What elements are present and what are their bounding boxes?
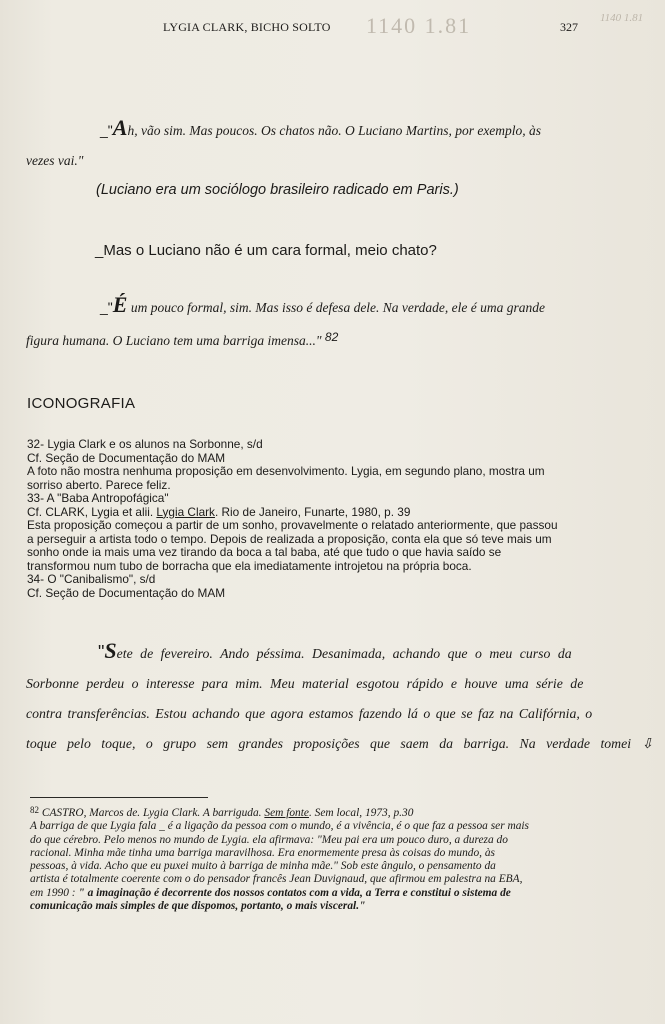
footnote-line: artista é totalmente coerente com o do pensador francês Jean Duvignaud, que afirmou em palestra na EBA,: [30, 873, 523, 886]
list-line: a perseguir a artista todo o tempo. Depois de realizada a proposição, conta ela que só teve mais um: [27, 531, 552, 546]
quote-paragraph-2-continuation: [26, 330, 338, 349]
footnote-number: 82: [30, 805, 39, 815]
quote-line: Sorbonne perdeu o interesse para mim. Meu material esgotou rápido e houve uma série de: [26, 676, 584, 691]
quote-line: [26, 637, 586, 669]
dropcap-letter: S: [104, 638, 117, 663]
footnote-line: comunicação mais simples de que dispomos, portanto, o mais visceral.": [30, 900, 366, 913]
running-title: LYGIA CLARK, BICHO SOLTO: [163, 20, 331, 34]
list-line: Esta proposição começou a partir de um sonho, provavelmente o relatado anteriormente, que passou: [27, 518, 558, 532]
quote-open-mark: _": [100, 299, 113, 315]
footnote-line: A barriga de que Lygia fala _ é a ligação da pessoa com o mundo, é a vivência, é o que faz a pessoa ser mais: [30, 820, 529, 833]
interview-question: _Mas o Luciano não é um cara formal, meio chato?: [95, 242, 437, 259]
footnote-reference: 82: [324, 330, 339, 344]
list-line: A foto não mostra nenhuma proposição em desenvolvimento. Lygia, em segundo plano, mostra um: [27, 464, 545, 478]
quote-open-mark: _": [100, 122, 113, 138]
footnote: [30, 804, 590, 913]
quote-line: figura humana. O Luciano tem uma barriga imensa...": [26, 333, 322, 348]
dropcap-letter: A: [112, 115, 128, 140]
list-line: sonho onde ia mais uma vez tirando da boca a tal baba, até que tudo o que havia saído se: [27, 545, 502, 559]
footnote-line: pessoas, à vida. Acho que eu puxei muito à barriga de minha mãe." Sob este ângulo, o pensamento da: [30, 860, 496, 873]
dropcap-letter: É: [112, 292, 128, 317]
footnote-quote: " a imaginação é decorrente dos nossos contatos com a vida, a Terra e constitui o sistema de: [78, 886, 511, 899]
page-number: 327: [560, 20, 578, 34]
corner-note: 1140 1.81: [600, 12, 644, 24]
quote-line: contra transferências. Estou achando que agora estamos fazendo lá o que se faz na Califórnia, o: [26, 706, 593, 721]
footnote-text: . Sem local, 1973, p.30: [308, 807, 414, 819]
aside-note: (Luciano era um sociólogo brasileiro radicado em Paris.): [96, 182, 459, 198]
list-line: 34- O "Canibalismo", s/d: [27, 572, 156, 586]
citation-text: . Rio de Janeiro, Funarte, 1980, p. 39: [214, 504, 411, 519]
citation-title: Lygia Clark: [156, 504, 215, 519]
quote-paragraph-2: [100, 294, 580, 316]
page-header: [0, 12, 665, 38]
list-line: sorriso aberto. Parece feliz.: [27, 477, 171, 492]
quote-line: um pouco formal, sim. Mas isso é defesa dele. Na verdade, ele é uma grande: [127, 300, 546, 315]
footnote-link: Sem fonte: [264, 807, 309, 819]
list-line: Cf. Seção de Documentação do MAM: [27, 585, 226, 600]
quote-text: ete de fevereiro. Ando péssima. Desanimada, achando que o meu curso da: [116, 646, 572, 661]
list-line: [27, 506, 587, 520]
quote-paragraph-1-continuation: vezes vai.": [26, 153, 84, 168]
quote-paragraph-3: [26, 637, 654, 759]
footnote-line: do que cérebro. Pelo menos no mundo de Lygia. ela afirmava: "Meu pai era um pouco duro, a dureza do: [30, 833, 508, 846]
quote-line: toque pelo toque, o grupo sem grandes proposições que saem da barriga. Na verdade tomei ⇩: [26, 736, 654, 751]
quote-paragraph-1: [100, 117, 580, 139]
list-line: 33- A "Baba Antropofágica": [27, 491, 169, 505]
list-line: transformou num tubo de borracha que ela imediatamente introjetou na própria boca.: [27, 558, 472, 573]
section-heading: ICONOGRAFIA: [27, 395, 136, 412]
footnote-divider: [30, 797, 208, 798]
footnote-text: em 1990 :: [30, 886, 79, 899]
footnote-line: [30, 887, 590, 900]
footnote-text: CASTRO, Marcos de. Lygia Clark. A barriguda.: [39, 807, 265, 819]
archive-stamp: 1140 1.81: [366, 13, 472, 38]
quote-open-mark: ": [98, 642, 105, 662]
footnote-line: [30, 804, 590, 820]
iconography-list: [27, 438, 587, 600]
list-line: 32- Lygia Clark e os alunos na Sorbonne, s/d: [27, 437, 263, 451]
list-line: Cf. Seção de Documentação do MAM: [27, 450, 226, 465]
footnote-line: racional. Minha mãe tinha uma barriga maravilhosa. Era enormemente presa às coisas do mundo, às: [30, 846, 495, 859]
quote-line: h, vão sim. Mas poucos. Os chatos não. O Luciano Martins, por exemplo, às: [127, 123, 542, 138]
citation-text: Cf. CLARK, Lygia et alii.: [27, 504, 157, 519]
